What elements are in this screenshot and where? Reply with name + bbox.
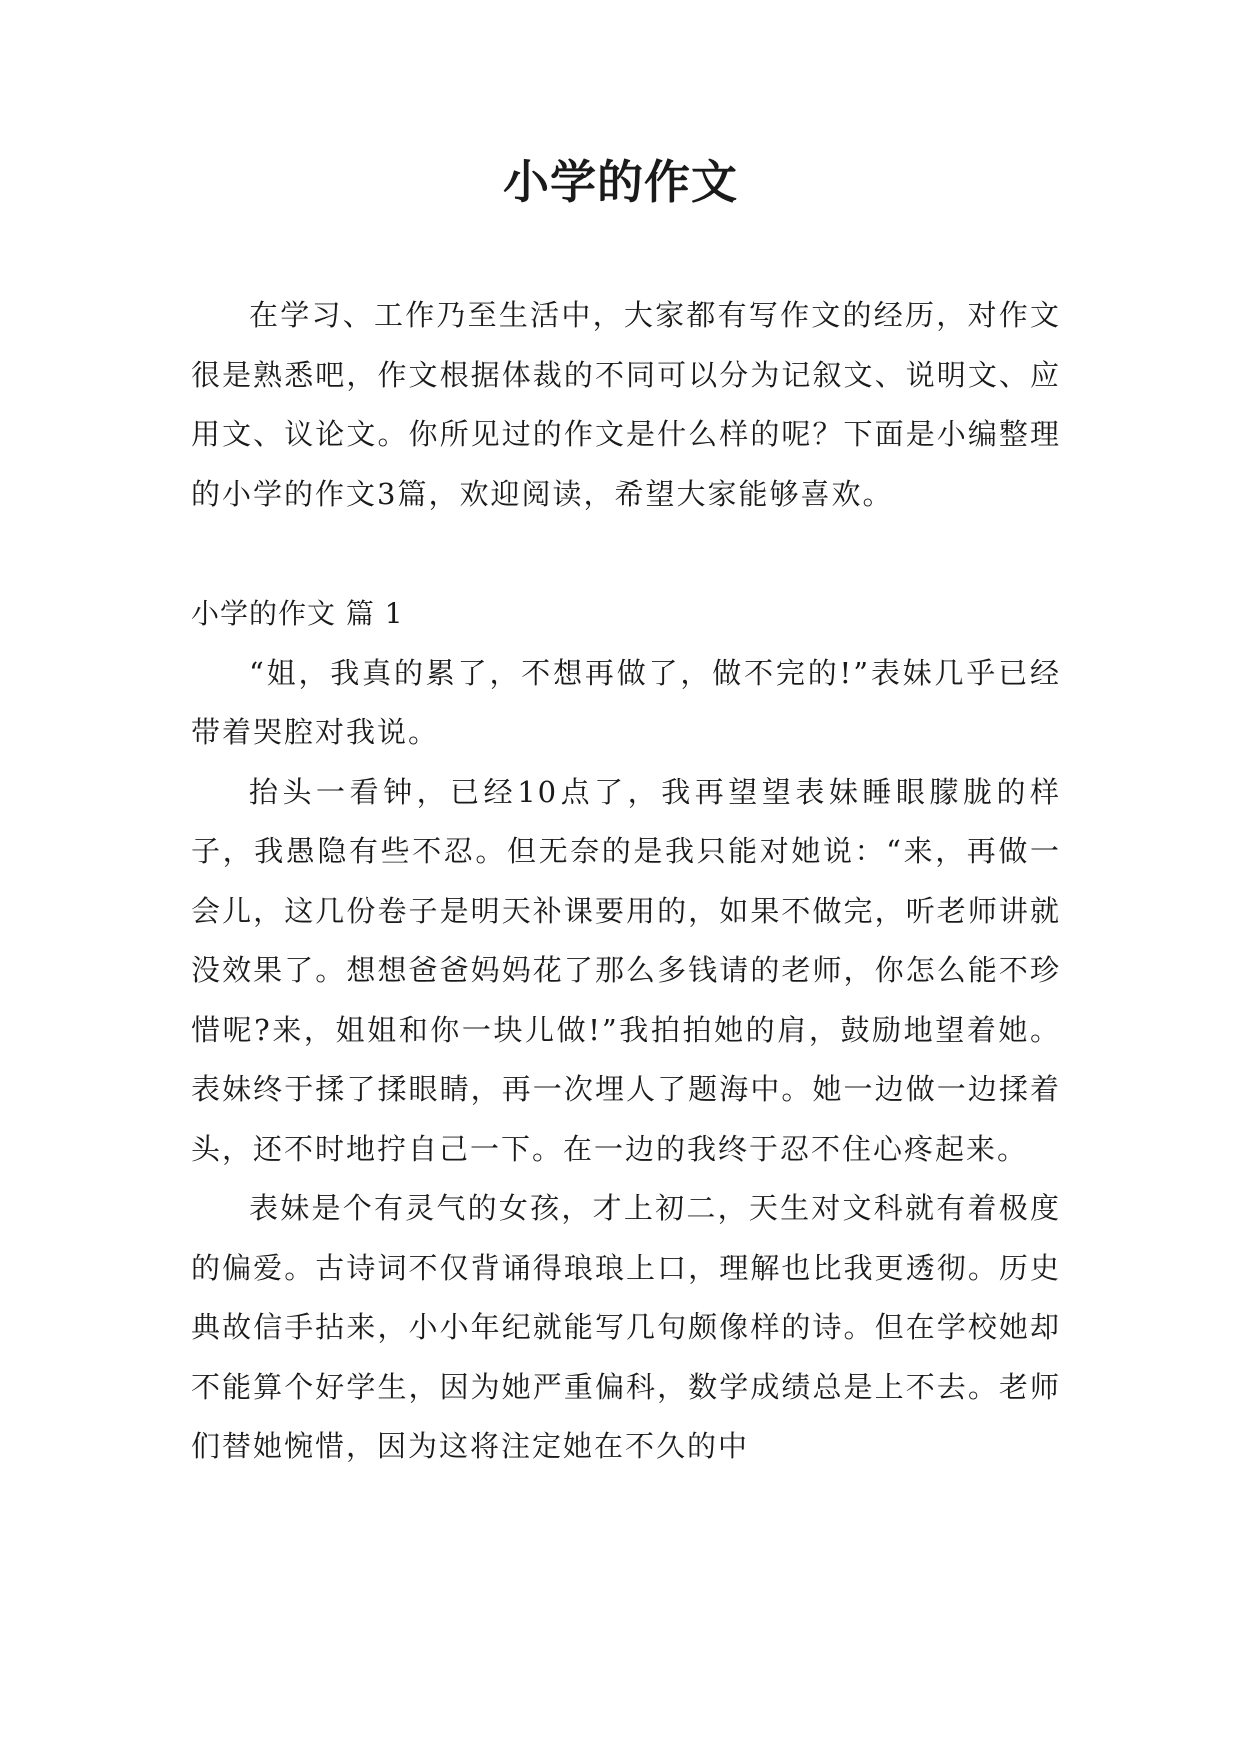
body-paragraph-1: “姐，我真的累了，不想再做了，做不完的!”表妹几乎已经带着哭腔对我说。 xyxy=(191,655,1061,749)
body-paragraph-3: 表妹是个有灵气的女孩，才上初二，天生对文科就有着极度的偏爱。古诗词不仅背诵得琅琅上口，理解也比我更透彻。历史典故信手拈来，小小年纪就能写几句颇像样的诗。但在学校她却不能算个好学生，因为她严重偏科，数学成绩总是上不去。老师们替她惋惜，因为这将注定她在不久的中 xyxy=(191,1191,1061,1463)
section-spacer xyxy=(191,524,1061,584)
intro-paragraph: 在学习、工作乃至生活中，大家都有写作文的经历，对作文很是熟悉吧，作文根据体裁的不同可以分为记叙文、说明文、应用文、议论文。你所见过的作文是什么样的呢？下面是小编整理的小学的作文3篇，欢迎阅读，希望大家能够喜欢。 xyxy=(191,298,1061,511)
document-title: 小学的作文 xyxy=(503,155,738,209)
section-heading: 小学的作文 篇 1 xyxy=(191,597,404,630)
document-body xyxy=(191,286,1061,1477)
body-paragraph-2: 抬头一看钟，已经10点了，我再望望表妹睡眼朦胧的样子，我愚隐有些不忍。但无奈的是我只能对她说：“来，再做一会儿，这几份卷子是明天补课要用的，如果不做完，听老师讲就没效果了。想想爸爸妈妈花了那么多钱请的老师，你怎么能不珍惜呢?来，姐姐和你一块儿做!”我拍拍她的肩，鼓励地望着她。表妹终于揉了揉眼睛，再一次埋人了题海中。她一边做一边揉着头，还不时地拧自己一下。在一边的我终于忍不住心疼起来。 xyxy=(191,774,1061,1166)
